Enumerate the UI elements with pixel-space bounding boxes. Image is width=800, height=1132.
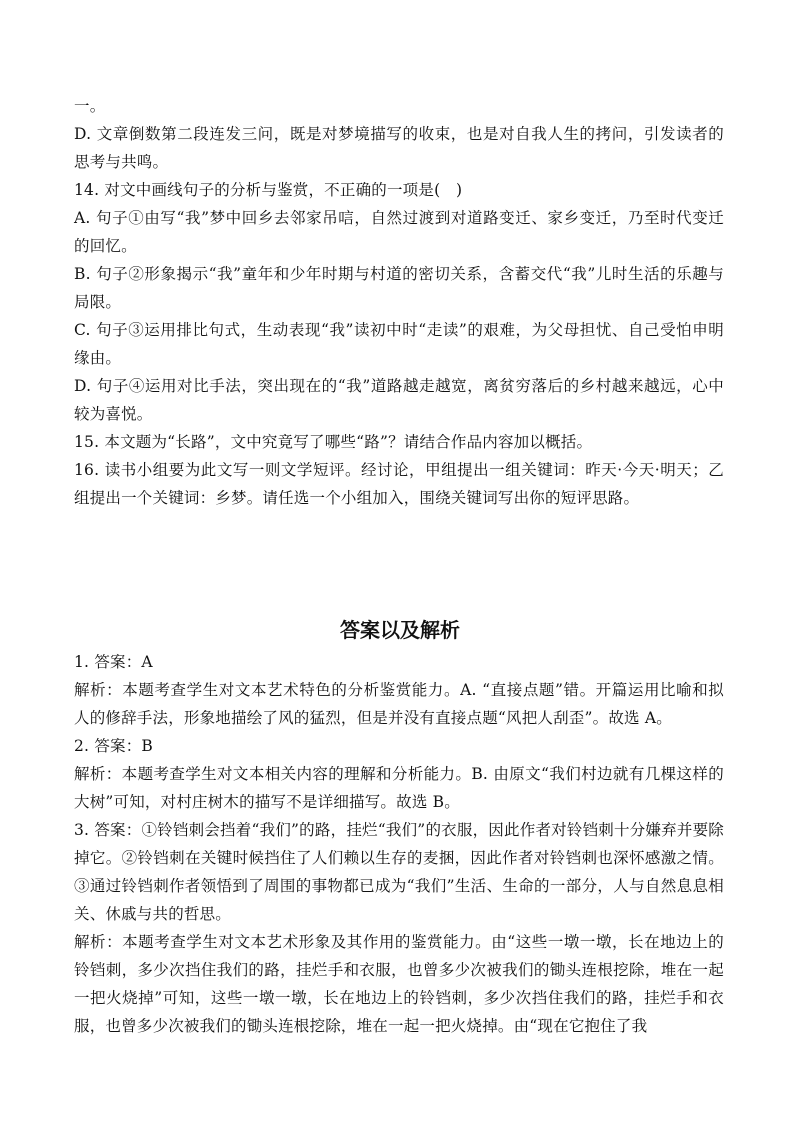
analysis-2: 解析：本题考查学生对文本相关内容的理解和分析能力。B. 由原文“我们村边就有几棵这样的大树”可知，对村庄树木的描写不是详细描写。故选 B。 <box>74 765 724 811</box>
question-14-option-c: C. 句子③运用排比句式，生动表现“我”读初中时“走读”的艰难，为父母担忧、自己受怕申明缘由。 <box>74 321 724 367</box>
analysis-3: 解析：本题考查学生对文本艺术形象及其作用的鉴赏能力。由“这些一墩一墩，长在地边上的铃铛刺，多少次挡住我们的路，挂烂手和衣服，也曾多少次被我们的锄头连根挖除，堆在一起一把火烧掉”可知，这些一墩一墩，长在地边上的铃铛刺，多少次挡住我们的路，挂烂手和衣服，也曾多少次被我们的锄头连根挖除，堆在一起一把火烧掉。由“现在它抱住了我 <box>74 933 724 1035</box>
answer-2: 2. 答案：B <box>74 737 154 755</box>
question-14-option-b: B. 句子②形象揭示“我”童年和少年时期与村道的密切关系，含蓄交代“我”儿时生活的乐趣与局限。 <box>74 265 724 311</box>
answers-title: 答案以及解析 <box>340 618 460 642</box>
question-16: 16. 读书小组要为此文写一则文学短评。经讨论，甲组提出一组关键词：昨天·今天·明天；乙组提出一个关键词：乡梦。请任选一个小组加入，围绕关键词写出你的短评思路。 <box>74 461 724 507</box>
option-13-d: D. 文章倒数第二段连发三问，既是对梦境描写的收束，也是对自我人生的拷问，引发读者的思考与共鸣。 <box>74 125 724 171</box>
line-continuation: 一。 <box>74 97 106 115</box>
question-14-option-a: A. 句子①由写“我”梦中回乡去邻家吊唁，自然过渡到对道路变迁、家乡变迁，乃至时代变迁的回忆。 <box>74 209 724 255</box>
question-15: 15. 本文题为“长路”，文中究竟写了哪些“路”？请结合作品内容加以概括。 <box>74 433 593 451</box>
answer-1: 1. 答案：A <box>74 653 153 671</box>
question-14-stem: 14. 对文中画线句子的分析与鉴赏，不正确的一项是( ) <box>74 181 463 199</box>
analysis-1: 解析：本题考查学生对文本艺术特色的分析鉴赏能力。A. “直接点题”错。开篇运用比喻和拟人的修辞手法，形象地描绘了风的猛烈，但是并没有直接点题“风把人刮歪”。故选 A。 <box>74 681 724 727</box>
question-14-option-d: D. 句子④运用对比手法，突出现在的“我”道路越走越宽，离贫穷落后的乡村越来越远，心中较为喜悦。 <box>74 377 724 423</box>
answer-3: 3. 答案：①铃铛刺会挡着“我们”的路，挂烂“我们”的衣服，因此作者对铃铛刺十分嫌弃并要除掉它。②铃铛刺在关键时候挡住了人们赖以生存的麦捆，因此作者对铃铛刺也深怀感激之情。③通过铃铛刺作者领悟到了周围的事物都已成为“我们”生活、生命的一部分，人与自然息息相关、休戚与共的哲思。 <box>74 821 724 923</box>
